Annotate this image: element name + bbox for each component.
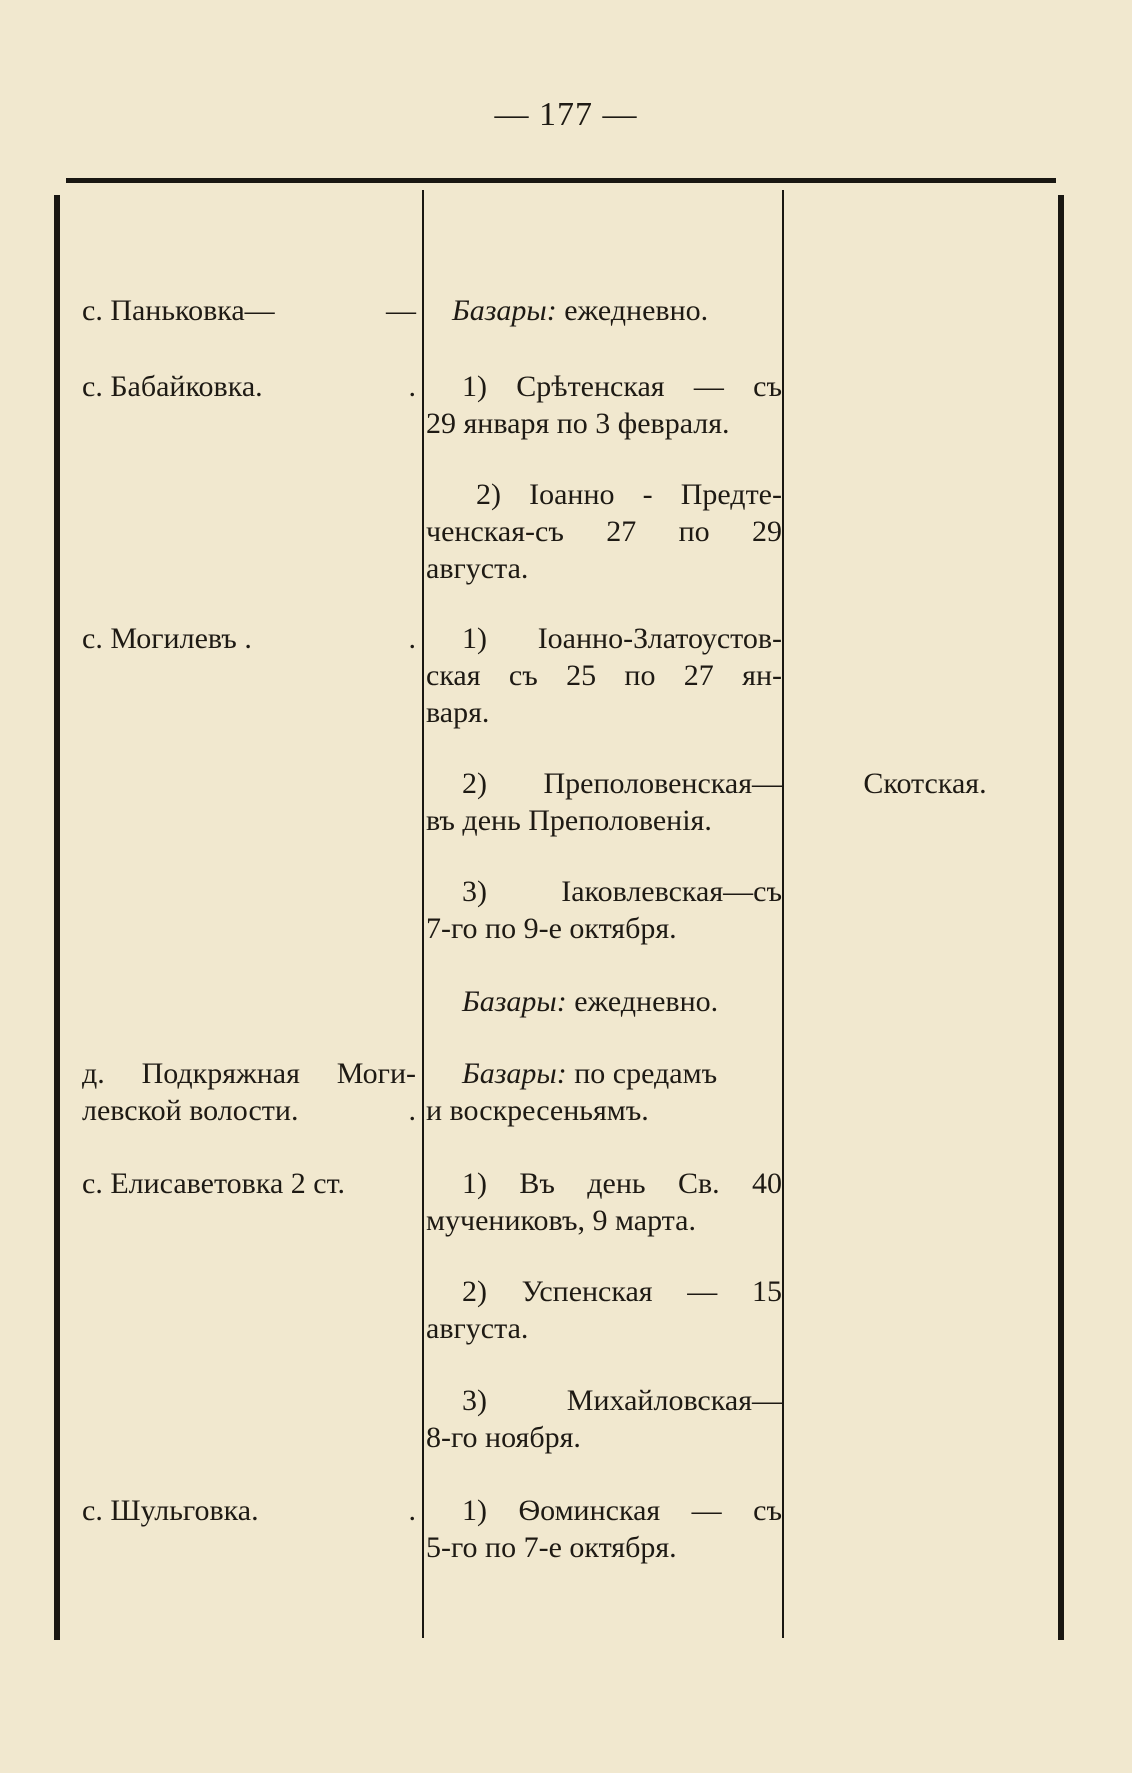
fair-description: мучениковъ, 9 марта. [426,1204,696,1237]
fair-description: 5-го по 7-е октября. [426,1531,677,1564]
fair-description: 3) Іаковлевская—съ [462,875,782,908]
table-left-border [54,195,60,1640]
fair-description: и воскресеньямъ. [426,1094,649,1127]
fair-description: 2) Іоанно - Предте- [476,478,782,511]
fair-description: 8-го ноября. [426,1421,581,1454]
fair-description: ская съ 25 по 27 ян- [426,659,782,692]
fair-description: 1) Въ день Св. 40 [462,1167,782,1200]
place-name: с. Бабайковка. . [82,370,416,403]
fair-description: 1) Ѳоминская — съ [462,1494,782,1527]
fair-description: Базары: ежедневно. [462,985,719,1018]
fair-type-note: Скотская. [863,767,987,800]
fair-description: 1) Срѣтенская — съ [462,370,782,403]
fair-description: 29 января по 3 февраля. [426,407,730,440]
fair-description: 7-го по 9-е октября. [426,912,677,945]
table-top-rule [66,178,1056,183]
fair-description: 1) Іоанно-Златоустов- [462,622,782,655]
fair-description: Базары: ежедневно. [452,294,709,327]
fair-description: августа. [426,1312,529,1345]
place-name: с. Шульговка. . [82,1494,416,1527]
place-name: левской волости. . [82,1094,416,1127]
fair-description: 2) Преполовенская— [462,767,782,800]
place-name: с. Могилевъ . . [82,622,416,655]
column-divider-1 [422,190,424,1638]
page-number: — 177 — [494,96,638,133]
fair-description: въ день Преполовенія. [426,804,712,837]
place-name: с. Елисаветовка 2 ст. [82,1167,345,1200]
fair-description: 2) Успенская — 15 [462,1275,782,1308]
fair-description: Базары: по средамъ [462,1057,718,1090]
fair-description: августа. [426,552,529,585]
fair-description: 3) Михайловская— [462,1384,782,1417]
fair-description: ченская-съ 27 по 29 [426,515,782,548]
place-name: с. Паньковка— — [82,294,416,327]
place-name: д. Подкряжная Моги- [82,1057,416,1090]
table-right-border [1058,195,1064,1640]
fair-description: варя. [426,696,490,729]
